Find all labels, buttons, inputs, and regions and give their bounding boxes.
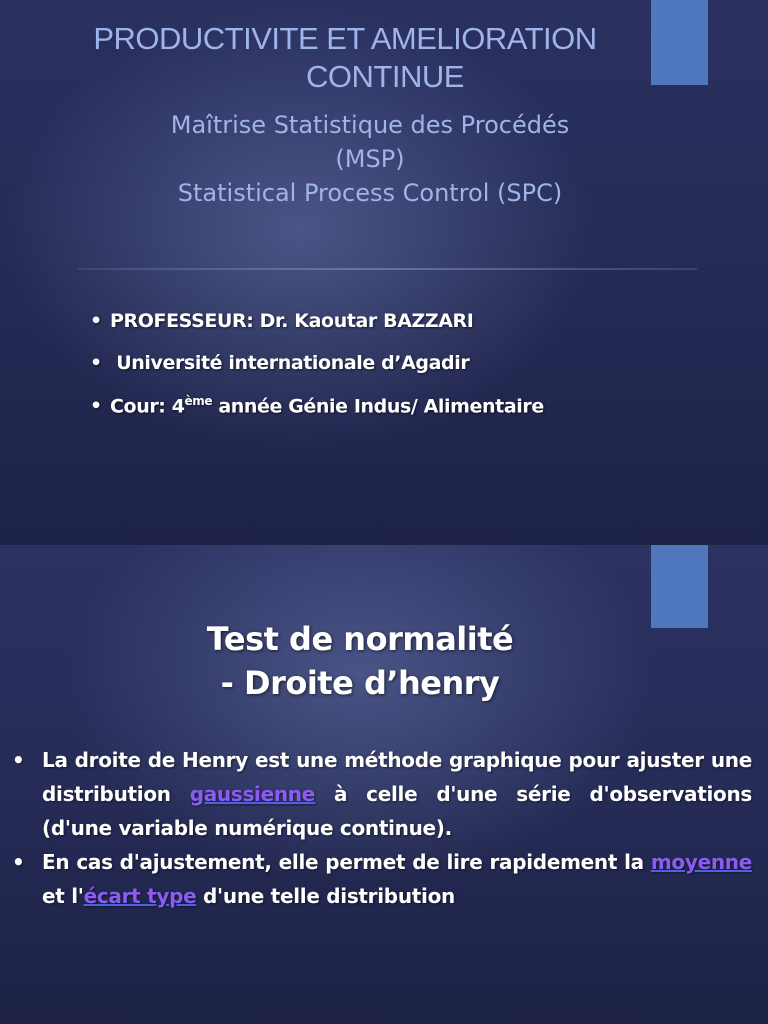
slide-title-heading <box>30 20 660 96</box>
bullet-icon: • <box>90 352 102 374</box>
bullet-paragraph-1: • La droite de Henry est une méthode graphique pour ajuster une distribution gaussienne à celle d'une série d'observations (d'une variable numérique continue). <box>12 743 752 845</box>
slide-henry <box>0 545 768 1024</box>
info-professor: • PROFESSEUR: Dr. Kaoutar BAZZARI <box>90 310 474 332</box>
bullet-paragraph-2: • En cas d'ajustement, elle permet de lire rapidement la moyenne et l'écart type d'une telle distribution <box>12 845 752 913</box>
subtitle-line-3: Statistical Process Control (SPC) <box>177 179 563 207</box>
bullet-icon: • <box>12 850 25 874</box>
bullet-icon: • <box>12 748 25 772</box>
slide2-title-line-2: - Droite d’henry <box>220 664 500 702</box>
slide2-body <box>12 743 752 913</box>
subtitle-line-2: (MSP) <box>335 145 405 173</box>
subtitle-line-1: Maîtrise Statistique des Procédés <box>170 111 570 139</box>
link-ecart-type[interactable]: écart type <box>83 884 197 908</box>
accent-rectangle <box>651 545 708 628</box>
title-line-2: CONTINUE <box>306 59 464 94</box>
slide2-title <box>60 617 660 705</box>
link-gaussienne[interactable]: gaussienne <box>189 782 316 806</box>
slide2-title-line-1: Test de normalité <box>206 620 514 658</box>
info-course: • Cour: 4ème année Génie Indus/ Alimentaire <box>90 394 544 418</box>
bullet-icon: • <box>90 310 102 332</box>
title-line-1: PRODUCTIVITE ET AMELIORATION <box>93 21 597 56</box>
info-university: • Université internationale d’Agadir <box>90 352 470 374</box>
link-moyenne[interactable]: moyenne <box>650 850 752 874</box>
info-list <box>90 310 544 436</box>
bullet-icon: • <box>90 395 102 418</box>
divider-line <box>77 268 697 270</box>
slide-subtitle <box>130 108 610 210</box>
